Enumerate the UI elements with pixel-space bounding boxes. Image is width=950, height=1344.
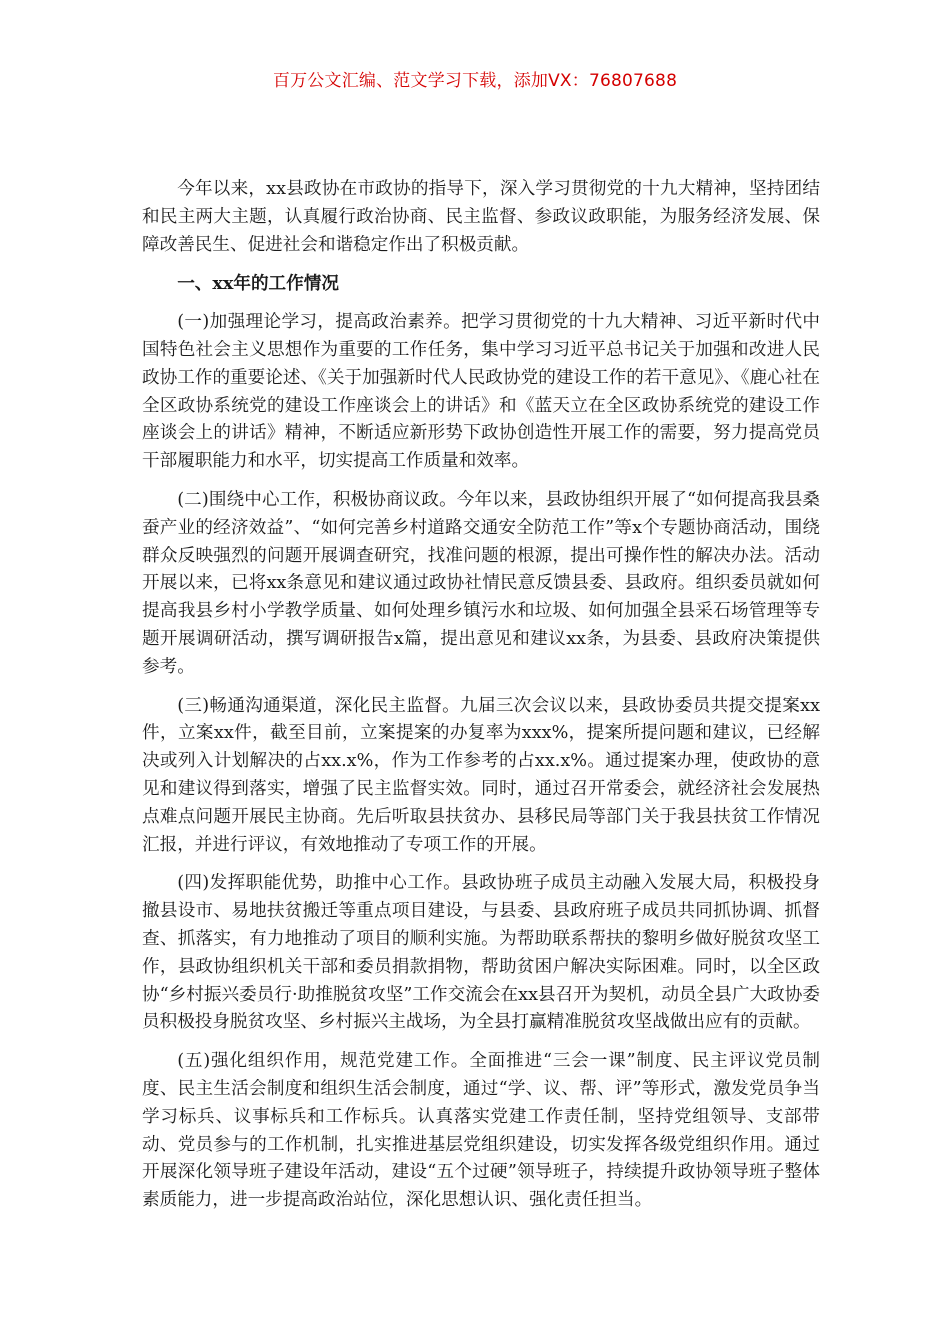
intro-paragraph: 今年以来，xx县政协在市政协的指导下，深入学习贯彻党的十九大精神，坚持团结和民主两大主题，认真履行政治协商、民主监督、参政议政职能，为服务经济发展、保障改善民生、促进社会和谐稳定作出了积极贡献。 bbox=[142, 179, 820, 255]
section-heading: 一、xx年的工作情况 bbox=[177, 273, 339, 295]
paragraph-2: (二)围绕中心工作，积极协商议政。今年以来，县政协组织开展了“如何提高我县桑蚕产业的经济效益”、“如何完善乡村道路交通安全防范工作”等x个专题协商活动，围绕群众反映强烈的问题开展调查研究，找准问题的根源，提出可操作性的解决办法。活动开展以来，已将xx条意见和建议通过政协社情民意反馈县委、县政府。组织委员就如何提高我县乡村小学教学质量、如何处理乡镇污水和垃圾、如何加强全县采石场管理等专题开展调研活动，撰写调研报告x篇，提出意见和建议xx条，为县委、县政府决策提供参考。 bbox=[142, 489, 820, 677]
paragraph-1: (一)加强理论学习，提高政治素养。把学习贯彻党的十九大精神、习近平新时代中国特色社会主义思想作为重要的工作任务，集中学习习近平总书记关于加强和改进人民政协工作的重要论述、《关于加强新时代人民政协党的建设工作的若干意见》、《鹿心社在全区政协系统党的建设工作座谈会上的讲话》和《蓝天立在全区政协系统党的建设工作座谈会上的讲话》精神，不断适应新形势下政协创造性开展工作的需要，努力提高党员干部履职能力和水平，切实提高工作质量和效率。 bbox=[142, 312, 820, 472]
paragraph-5: (五)强化组织作用，规范党建工作。全面推进“三会一课”制度、民主评议党员制度、民主生活会制度和组织生活会制度，通过“学、议、帮、评”等形式，激发党员争当学习标兵、议事标兵和工作标兵。认真落实党建工作责任制，坚持党组领导、支部带动、党员参与的工作机制，扎实推进基层党组织建设，切实发挥各级党组织作用。通过开展深化领导班子建设年活动，建设“五个过硬”领导班子，持续提升政协领导班子整体素质能力，进一步提高政治站位，深化思想认识、强化责任担当。 bbox=[142, 1051, 820, 1211]
header-banner: 百万公文汇编、范文学习下载，添加VX：76807688 bbox=[272, 71, 678, 91]
paragraph-3: (三)畅通沟通渠道，深化民主监督。九届三次会议以来，县政协委员共提交提案xx件，立案xx件，截至目前，立案提案的办复率为xxx%，提案所提问题和建议，已经解决或列入计划解决的占xx.x%，作为工作参考的占xx.x%。通过提案办理，使政协的意见和建议得到落实，增强了民主监督实效。同时，通过召开常委会，就经济社会发展热点难点问题开展民主协商。先后听取县扶贫办、县移民局等部门关于我县扶贫工作情况汇报，并进行评议，有效地推动了专项工作的开展。 bbox=[142, 695, 820, 855]
document-body bbox=[142, 176, 820, 1215]
paragraph-4: (四)发挥职能优势，助推中心工作。县政协班子成员主动融入发展大局，积极投身撤县设市、易地扶贫搬迁等重点项目建设，与县委、县政府班子成员共同抓协调、抓督查、抓落实，有力地推动了项目的顺利实施。为帮助联系帮扶的黎明乡做好脱贫攻坚工作，县政协组织机关干部和委员捐款捐物，帮助贫困户解决实际困难。同时，以全区政协“乡村振兴委员行·助推脱贫攻坚”工作交流会在xx县召开为契机，动员全县广大政协委员积极投身脱贫攻坚、乡村振兴主战场，为全县打赢精准脱贫攻坚战做出应有的贡献。 bbox=[142, 873, 820, 1033]
